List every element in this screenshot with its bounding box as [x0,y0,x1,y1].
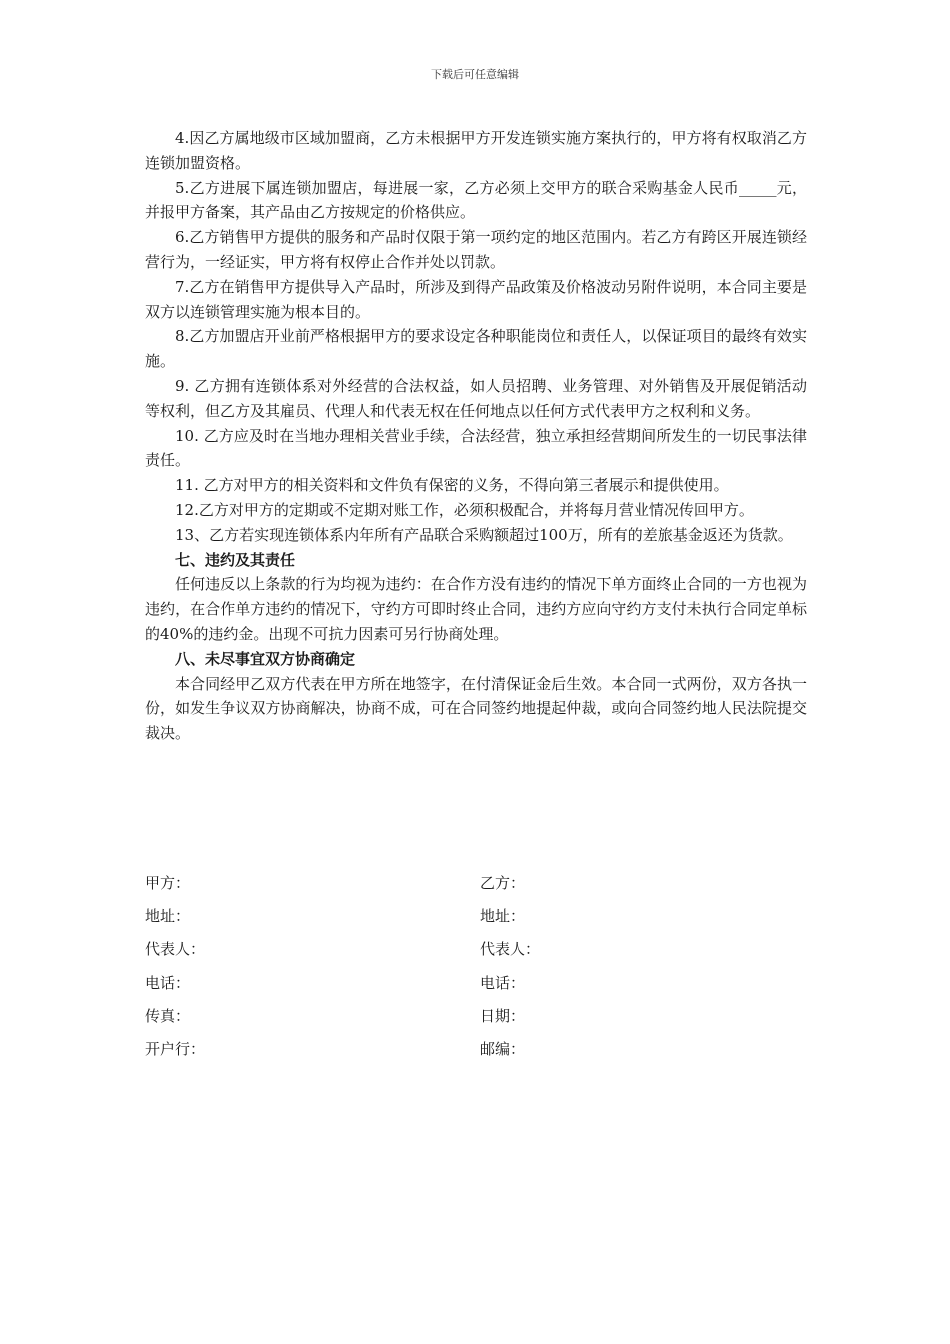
clause-10: 10. 乙方应及时在当地办理相关营业手续，合法经营，独立承担经营期间所发生的一切民事法律责任。 [145,426,807,470]
section-heading-breach: 七、违约及其责任 [175,550,296,569]
party-b-date-label: 日期： [480,1006,526,1025]
signature-row [145,938,807,971]
signature-row [145,905,807,938]
clause-13: 13、乙方若实现连锁体系内年所有产品联合采购额超过100万，所有的差旅基金返还为货款。 [175,525,793,544]
party-a-fax-label: 传真： [145,1006,191,1025]
signature-block [145,872,807,1071]
signature-row [145,1038,807,1071]
clause-6: 6.乙方销售甲方提供的服务和产品时仅限于第一项约定的地区范围内。若乙方有跨区开展连锁经营行为，一经证实，甲方将有权停止合作并处以罚款。 [145,228,807,271]
party-a-label: 甲方： [145,874,191,892]
party-a-phone-label: 电话： [145,973,191,992]
signature-row [145,872,807,905]
breach-paragraph: 任何违反以上条款的行为均视为违约：在合作方没有违约的情况下单方面终止合同的一方也视为违约，在合作单方违约的情况下，守约方可即时终止合同，违约方应向守约方支付未执行合同定单标的40%的违约金。出现不可抗力因素可另行协商处理。 [145,575,807,643]
party-b-label: 乙方： [480,874,526,892]
clause-7: 7.乙方在销售甲方提供导入产品时，所涉及到得产品政策及价格波动另附件说明，本合同主要是双方以连锁管理实施为根本目的。 [145,277,807,321]
contract-body [145,126,807,746]
party-b-postcode-label: 邮编： [480,1039,526,1058]
party-b-representative-label: 代表人： [480,940,541,959]
clause-5: 5.乙方进展下属连锁加盟店，每进展一家，乙方必须上交甲方的联合采购基金人民币_____元，并报甲方备案，其产品由乙方按规定的价格供应。 [145,178,807,222]
section-heading-misc: 八、未尽事宜双方协商确定 [175,649,356,668]
clause-8: 8.乙方加盟店开业前严格根据甲方的要求设定各种职能岗位和责任人，以保证项目的最终有效实施。 [145,327,807,371]
misc-paragraph: 本合同经甲乙双方代表在甲方所在地签字，在付清保证金后生效。本合同一式两份，双方各执一份，如发生争议双方协商解决，协商不成，可在合同签约地提起仲裁，或向合同签约地人民法院提交裁决。 [145,674,807,743]
party-a-representative-label: 代表人： [145,940,206,959]
party-a-bank-label: 开户行： [145,1039,206,1058]
party-b-phone-label: 电话： [480,973,526,992]
clause-4: 4.因乙方属地级市区域加盟商，乙方未根据甲方开发连锁实施方案执行的，甲方将有权取消乙方连锁加盟资格。 [145,129,807,172]
clause-11: 11. 乙方对甲方的相关资料和文件负有保密的义务，不得向第三者展示和提供使用。 [175,476,729,495]
signature-row [145,1005,807,1038]
signature-row [145,972,807,1005]
clause-12: 12.乙方对甲方的定期或不定期对账工作，必须积极配合，并将每月营业情况传回甲方。 [175,500,754,519]
clause-9: 9. 乙方拥有连锁体系对外经营的合法权益，如人员招聘、业务管理、对外销售及开展促销活动等权利，但乙方及其雇员、代理人和代表无权在任何地点以任何方式代表甲方之权利和义务。 [145,376,807,420]
party-b-address-label: 地址： [480,907,526,926]
page-header-note: 下载后可任意编辑 [431,68,519,81]
party-a-address-label: 地址： [145,907,191,926]
